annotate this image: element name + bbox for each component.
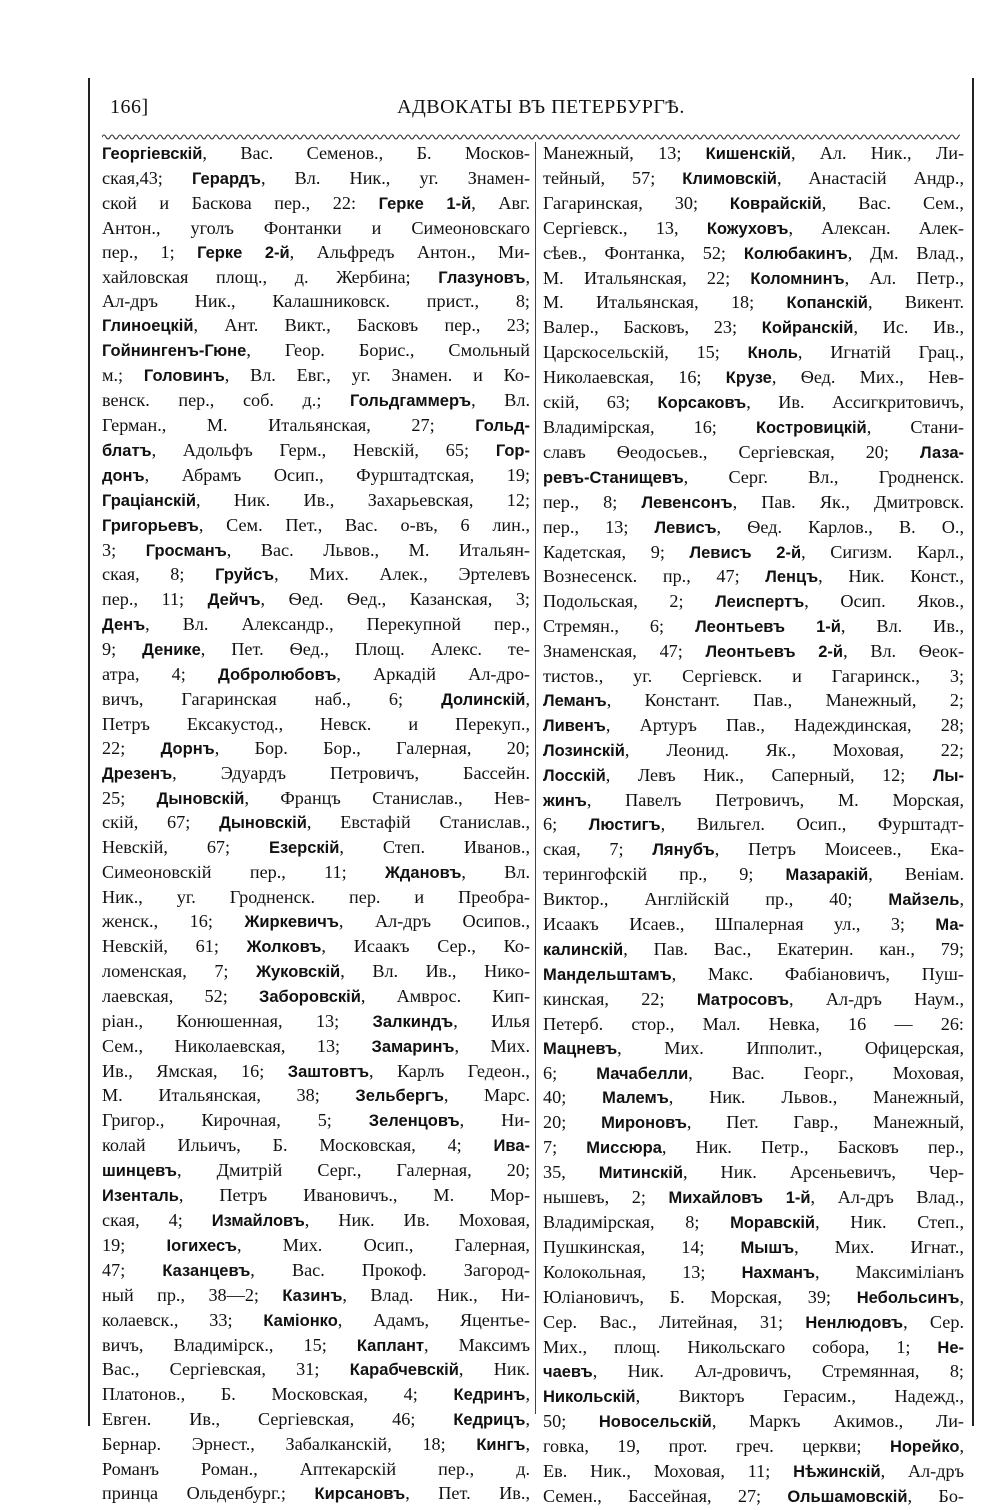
surname: Лы- <box>932 766 964 785</box>
surname: Новосельскій <box>598 1413 712 1432</box>
text-line: нышевъ, 2; Михайловъ 1-й, Ал-дръ Влад., <box>543 1187 964 1208</box>
surname: Михайловъ 1-й <box>668 1189 811 1208</box>
surname: Климовскій <box>682 169 777 188</box>
text-line: Антон., уголъ Фонтанки и Симеоновскаго <box>102 217 530 238</box>
text-line: Ал-дръ Ник., Калашниковск. прист., 8; <box>102 291 530 312</box>
surname: Кингъ <box>476 1436 526 1455</box>
surname: Леиспертъ <box>715 593 805 612</box>
text-line: 47; Казанцевъ, Вас. Прокоф. Загород- <box>102 1259 530 1280</box>
text-line: жинъ, Павелъ Петровичъ, М. Морская, <box>543 789 964 810</box>
text-line: Глиноецкій, Ант. Викт., Басковъ пер., 23; <box>102 315 530 336</box>
surname: Левисъ 2-й <box>689 543 802 562</box>
text-line: Невскій, 61; Жолковъ, Исаакъ Сер., Ко- <box>102 936 530 956</box>
surname: Груйсъ <box>215 566 275 585</box>
surname: Герке 1-й <box>378 194 472 213</box>
text-line: венск. пер., соб. д.; Гольдгаммеръ, Вл. <box>102 390 530 411</box>
surname: Колюбакинъ <box>743 244 848 263</box>
surname: Норейко <box>889 1438 960 1457</box>
text-line: калинскій, Пав. Вас., Екатерин. кан., 79; <box>543 939 964 959</box>
text-line: Ник., уг. Гродненск. пер. и Преобра- <box>102 887 530 908</box>
surname: Леонтьевъ 2-й <box>705 643 844 662</box>
text-line: чаевъ, Ник. Ал-дровичъ, Стремянная, 8; <box>543 1361 964 1382</box>
text-line: говка, 19, прот. греч. церкви; Норейко, <box>543 1436 964 1457</box>
surname: Жиркевичъ <box>244 913 339 932</box>
text-line: Пушкинская, 14; Мышъ, Мих. Игнат., <box>543 1236 964 1257</box>
text-line: 20; Мироновъ, Пет. Гавр., Манежный, <box>543 1112 964 1133</box>
surname: Никольскій <box>543 1388 636 1407</box>
surname: Коврайскій <box>729 194 822 213</box>
text-line: Петерб. стор., Мал. Невка, 16 — 26: <box>543 1013 964 1034</box>
text-line: 3; Гросманъ, Вас. Львов., М. Итальян- <box>102 539 530 560</box>
text-line: ская, 7; Лянубъ, Петръ Моисеев., Ека- <box>543 839 964 860</box>
text-line: Сем., Николаевская, 13; Замаринъ, Мих. <box>102 1035 530 1056</box>
text-line: славъ Ѳеодосьев., Сергіевская, 20; Лаза- <box>543 441 964 462</box>
text-line: ской и Баскова пер., 22: Герке 1-й, Авг. <box>102 192 530 213</box>
surname: Казанцевъ <box>162 1261 251 1280</box>
text-line: Бернар. Эрнест., Забалканскій, 18; Кингъ, <box>102 1434 530 1455</box>
text-line: Петръ Ексакустод., Невск. и Перекуп., <box>102 713 530 734</box>
text-line: Ев. Ник., Моховая, 11; Нѣжинскій, Ал-дръ <box>543 1461 964 1482</box>
text-line: 6; Люстигъ, Вильгел. Осип., Фурштадт- <box>543 814 964 835</box>
surname: Костровицкій <box>755 418 867 437</box>
text-line: Платонов., Б. Московская, 4; Кедринъ, <box>102 1384 530 1405</box>
text-line: шинцевъ, Дмитрій Серг., Галерная, 20; <box>102 1160 530 1181</box>
text-line: пер., 1; Герке 2-й, Альфредъ Антон., Ми- <box>102 241 530 262</box>
surname: Заштовтъ <box>287 1062 369 1081</box>
surname: Изенталь <box>102 1187 179 1206</box>
surname: Дыновскій <box>219 814 307 833</box>
surname: Залкиндъ <box>372 1012 454 1031</box>
surname: Дрезенъ <box>102 764 173 783</box>
surname: Ненлюдовъ <box>805 1313 904 1332</box>
text-line: Гагаринская, 30; Коврайскій, Вас. Сем., <box>543 192 964 213</box>
surname: Георгіевскій <box>102 145 203 163</box>
text-line: колаевск., 33; Каміонко, Адамъ, Яцентье- <box>102 1309 530 1330</box>
text-line: Григорьевъ, Сем. Пет., Вас. о-въ, 6 лин., <box>102 514 530 535</box>
surname: донъ <box>102 466 145 485</box>
surname: Герке 2-й <box>197 243 290 262</box>
text-line: Валер., Басковъ, 23; Койранскій, Ис. Ив., <box>543 317 964 338</box>
surname: Гольдгаммеръ <box>350 392 472 411</box>
text-line: Романъ Роман., Аптекарскій пер., д. <box>102 1459 530 1480</box>
surname: Денике <box>142 641 201 660</box>
text-line: М. Итальянская, 18; Копанскій, Викент. <box>543 292 964 313</box>
surname: Ленцъ <box>765 568 819 587</box>
surname: Глиноецкій <box>102 317 194 336</box>
text-line: ломенская, 7; Жуковскій, Вл. Ив., Нико- <box>102 960 530 981</box>
text-line: 50; Новосельскій, Маркъ Акимов., Ли- <box>543 1411 964 1432</box>
surname: Кедрицъ <box>453 1411 526 1430</box>
surname: Копанскій <box>786 294 868 313</box>
surname: Ливенъ <box>543 716 606 735</box>
surname: Кедринъ <box>453 1386 526 1405</box>
text-line: хайловская площ., д. Жербина; Глазуновъ, <box>102 266 530 287</box>
surname: Митинскій <box>598 1164 683 1183</box>
text-line: М. Итальянская, 22; Коломнинъ, Ал. Петр., <box>543 267 964 288</box>
surname: Матросовъ <box>696 990 790 1009</box>
surname: Нѣжинскій <box>793 1463 881 1482</box>
page-number: 166] <box>110 96 149 118</box>
surname: Каміонко <box>263 1311 338 1330</box>
surname: Кожуховъ <box>706 219 789 238</box>
surname: чаевъ <box>543 1363 593 1382</box>
text-line: ская, 8; Груйсъ, Мих. Алек., Эртелевъ <box>102 564 530 585</box>
text-line: Стремян., 6; Леонтьевъ 1-й, Вл. Ив., <box>543 616 964 637</box>
text-line: скій, 63; Корсаковъ, Ив. Ассигкритовичъ, <box>543 392 964 413</box>
text-line: Изенталь, Петръ Ивановичъ., М. Мор- <box>102 1185 530 1206</box>
text-line: тистов., уг. Сергіевск. и Гагаринск., 3; <box>543 666 964 687</box>
surname: Корсаковъ <box>657 394 747 413</box>
text-line: атра, 4; Добролюбовъ, Аркадій Ал-дро- <box>102 664 530 685</box>
text-line: пер., 11; Дейчъ, Ѳед. Ѳед., Казанская, 3; <box>102 589 530 610</box>
surname: Каплант <box>356 1336 424 1355</box>
surname: Коломнинъ <box>750 269 845 288</box>
text-line: Манежный, 13; Кишенскій, Ал. Ник., Ли- <box>543 143 964 163</box>
surname: Граціанскій <box>102 491 197 510</box>
surname: Дорнъ <box>160 739 215 758</box>
page-frame <box>88 78 974 1506</box>
surname: Кишенскій <box>705 145 791 163</box>
surname: Езерскій <box>268 839 340 858</box>
surname: Денъ <box>102 616 146 635</box>
text-line: Лосскій, Левъ Ник., Саперный, 12; Лы- <box>543 764 964 785</box>
text-line: Мих., площ. Никольскаго собора, 1; Не- <box>543 1336 964 1357</box>
running-title: АДВОКАТЫ ВЪ ПЕТЕРБУРГѢ. <box>397 96 685 118</box>
surname: Ольшамовскій <box>787 1487 908 1506</box>
surname: Замаринъ <box>371 1037 455 1056</box>
text-line: Денъ, Вл. Александр., Перекупной пер., <box>102 614 530 635</box>
surname: Лянубъ <box>652 841 715 860</box>
surname: Жуковскій <box>256 962 341 981</box>
text-line: Виктор., Англійскій пр., 40; Майзель, <box>543 889 964 910</box>
surname: Іогихесъ <box>166 1236 237 1255</box>
surname: Григорьевъ <box>102 516 199 535</box>
surname: Кирсановъ <box>314 1484 406 1503</box>
surname: Измайловъ <box>211 1211 305 1230</box>
surname: калинскій <box>543 941 624 959</box>
surname: Койранскій <box>761 319 854 338</box>
text-line: Вознесенск. пр., 47; Ленцъ, Ник. Конст., <box>543 566 964 587</box>
text-line: Леманъ, Констант. Пав., Манежный, 2; <box>543 689 964 710</box>
surname: Левенсонъ <box>641 493 733 512</box>
surname: Моравскій <box>730 1213 816 1232</box>
text-line: Юліановичъ, Б. Морская, 39; Небольсинъ, <box>543 1286 964 1307</box>
text-line: лаевская, 52; Заборовскій, Амврос. Кип- <box>102 985 530 1006</box>
surname: Мандельштамъ <box>543 965 672 984</box>
text-line: Царскосельскій, 15; Кноль, Игнатій Грац., <box>543 342 964 363</box>
text-line: Семен., Бассейная, 27; Ольшамовскій, Бо- <box>543 1485 964 1506</box>
text-line: вичъ, Владимірск., 15; Каплант, Максимъ <box>102 1334 530 1355</box>
text-line: колай Ильичъ, Б. Московская, 4; Ива- <box>102 1135 530 1156</box>
page-header <box>90 96 972 126</box>
text-line: ская,43; Герардъ, Вл. Ник., уг. Знамен- <box>102 167 530 188</box>
text-line: Евген. Ив., Сергіевская, 46; Кедрицъ, <box>102 1409 530 1430</box>
column-divider <box>535 142 536 1414</box>
surname: Не- <box>937 1338 964 1357</box>
surname: Зельбергъ <box>355 1087 444 1106</box>
surname: Нахманъ <box>741 1263 815 1282</box>
surname: Левисъ <box>654 518 717 537</box>
text-line: 6; Мачабелли, Вас. Георг., Моховая, <box>543 1062 964 1083</box>
left-column <box>102 142 530 1507</box>
surname: Леонтьевъ 1-й <box>695 618 841 637</box>
text-line: Подольская, 2; Леиспертъ, Осип. Яков., <box>543 591 964 612</box>
surname: Гор- <box>495 441 530 460</box>
text-line: скій, 67; Дыновскій, Евстафій Станислав., <box>102 812 530 833</box>
surname: шинцевъ <box>102 1162 177 1181</box>
text-line: Мацневъ, Мих. Ипполит., Офицерская, <box>543 1037 964 1058</box>
text-line: терингофскій пр., 9; Мазаракій, Веніам. <box>543 864 964 885</box>
surname: Мазаракій <box>785 866 869 885</box>
text-line: 40; Малемъ, Ник. Львов., Манежный, <box>543 1087 964 1108</box>
text-line: Георгіевскій, Вас. Семенов., Б. Москов- <box>102 143 530 163</box>
surname: Леманъ <box>543 691 607 710</box>
surname: Зеленцовъ <box>368 1112 460 1131</box>
surname: Дыновскій <box>156 789 245 808</box>
text-line: Вас., Сергіевская, 31; Карабчевскій, Ник. <box>102 1359 530 1380</box>
text-line: 35, Митинскій, Ник. Арсеньевичъ, Чер- <box>543 1162 964 1183</box>
surname: Герардъ <box>192 169 261 188</box>
text-line: М. Итальянская, 38; Зельбергъ, Марс. <box>102 1085 530 1106</box>
text-line: Гойнингенъ-Гюне, Геор. Борис., Смольный <box>102 340 530 361</box>
text-line: Ливенъ, Артуръ Пав., Надеждинская, 28; <box>543 714 964 735</box>
surname: Глазуновъ <box>438 268 526 287</box>
surname: Ива- <box>493 1137 530 1156</box>
surname: Карабчевскій <box>349 1361 459 1380</box>
surname: Ма- <box>935 916 964 935</box>
surname: Жолковъ <box>246 938 322 956</box>
text-line: Владимірская, 8; Моравскій, Ник. Степ., <box>543 1211 964 1232</box>
surname: Люстигъ <box>588 816 661 835</box>
text-line: Ив., Ямская, 16; Заштовтъ, Карлъ Гедеон., <box>102 1060 530 1081</box>
surname: Дейчъ <box>207 591 261 610</box>
text-line: вичъ, Гагаринская наб., 6; Долинскій, <box>102 688 530 709</box>
right-column <box>543 142 964 1510</box>
surname: Заборовскій <box>259 987 361 1006</box>
text-line: донъ, Абрамъ Осип., Фурштадтская, 19; <box>102 464 530 485</box>
text-line: блатъ, Адольфъ Герм., Невскій, 65; Гор- <box>102 439 530 460</box>
text-line: Николаевская, 16; Крузе, Ѳед. Мих., Нев- <box>543 367 964 388</box>
text-line: кинская, 22; Матросовъ, Ал-дръ Наум., <box>543 988 964 1009</box>
text-line: принца Ольденбург.; Кирсановъ, Пет. Ив., <box>102 1482 530 1503</box>
text-line: Сергіевск., 13, Кожуховъ, Алексан. Алек- <box>543 217 964 238</box>
surname: Кноль <box>747 344 798 363</box>
surname: Мачабелли <box>596 1064 689 1083</box>
text-line: ревъ-Станищевъ, Серг. Вл., Гродненск. <box>543 466 964 487</box>
text-line: Мандельштамъ, Макс. Фабіановичъ, Пуш- <box>543 963 964 984</box>
surname: Майзель <box>888 891 960 910</box>
surname: Мироновъ <box>601 1114 687 1133</box>
text-line: 19; Іогихесъ, Мих. Осип., Галерная, <box>102 1234 530 1255</box>
surname: Лаза- <box>919 443 964 462</box>
wavy-rule-divider <box>102 132 960 142</box>
text-line: Дрезенъ, Эдуардъ Петровичъ, Бассейн. <box>102 762 530 783</box>
text-line: Лозинскій, Леонид. Як., Моховая, 22; <box>543 739 964 760</box>
text-line: Граціанскій, Ник. Ив., Захарьевская, 12; <box>102 489 530 510</box>
surname: Крузе <box>725 369 772 388</box>
text-line: Симеоновскій пер., 11; Ждановъ, Вл. <box>102 862 530 883</box>
text-line: Колокольная, 13; Нахманъ, Максиміліанъ <box>543 1261 964 1282</box>
surname: Лосскій <box>543 766 606 785</box>
surname: Небольсинъ <box>856 1288 960 1307</box>
text-line: Исаакъ Исаев., Шпалерная ул., 3; Ма- <box>543 914 964 935</box>
text-line: 25; Дыновскій, Францъ Станислав., Нев- <box>102 787 530 808</box>
text-line: ный пр., 38—2; Казинъ, Влад. Ник., Ни- <box>102 1284 530 1305</box>
surname: Малемъ <box>602 1089 669 1108</box>
text-line: пер., 13; Левисъ, Ѳед. Карлов., В. О., <box>543 516 964 537</box>
text-line: м.; Головинъ, Вл. Евг., уг. Знамен. и Ко- <box>102 365 530 386</box>
text-line: Владимірская, 16; Костровицкій, Стани- <box>543 416 964 437</box>
text-line: Невскій, 67; Езерскій, Степ. Иванов., <box>102 837 530 858</box>
text-line: Герман., М. Итальянская, 27; Гольд- <box>102 414 530 435</box>
text-line: Знаменская, 47; Леонтьевъ 2-й, Вл. Ѳеок- <box>543 641 964 662</box>
text-line: тейный, 57; Климовскій, Анастасій Андр., <box>543 167 964 188</box>
surname: Гойнингенъ-Гюне <box>102 342 247 361</box>
surname: Лозинскій <box>543 741 625 760</box>
surname: ревъ-Станищевъ <box>543 468 684 487</box>
text-line: Григор., Кирочная, 5; Зеленцовъ, Ни- <box>102 1110 530 1131</box>
surname: Добролюбовъ <box>218 666 337 685</box>
text-line: ріан., Конюшенная, 13; Залкиндъ, Илья <box>102 1010 530 1031</box>
surname: Головинъ <box>143 367 225 386</box>
text-line: пер., 8; Левенсонъ, Пав. Як., Дмитровск. <box>543 491 964 512</box>
surname: Миссюра <box>586 1139 662 1158</box>
surname: блатъ <box>102 441 152 460</box>
text-line: сѣев., Фонтанка, 52; Колюбакинъ, Дм. Влад., <box>543 242 964 263</box>
surname: Долинскій <box>441 690 526 709</box>
text-line: Никольскій, Викторъ Герасим., Надежд., <box>543 1386 964 1407</box>
text-line: 9; Денике, Пет. Ѳед., Площ. Алекс. те- <box>102 639 530 660</box>
surname: Мышъ <box>740 1238 795 1257</box>
text-line: Сер. Вас., Литейная, 31; Ненлюдовъ, Сер. <box>543 1311 964 1332</box>
surname: Казинъ <box>282 1286 343 1305</box>
text-line: 22; Дорнъ, Бор. Бор., Галерная, 20; <box>102 737 530 758</box>
surname: Гольд- <box>475 416 530 435</box>
surname: Гросманъ <box>145 541 227 560</box>
surname: Ждановъ <box>385 864 462 883</box>
surname: жинъ <box>543 791 587 810</box>
text-line: ская, 4; Измайловъ, Ник. Ив. Моховая, <box>102 1209 530 1230</box>
text-line: женск., 16; Жиркевичъ, Ал-дръ Осипов., <box>102 911 530 932</box>
text-line: 7; Миссюра, Ник. Петр., Басковъ пер., <box>543 1137 964 1158</box>
surname: Мацневъ <box>543 1039 618 1058</box>
text-line: Кадетская, 9; Левисъ 2-й, Сигизм. Карл., <box>543 541 964 562</box>
